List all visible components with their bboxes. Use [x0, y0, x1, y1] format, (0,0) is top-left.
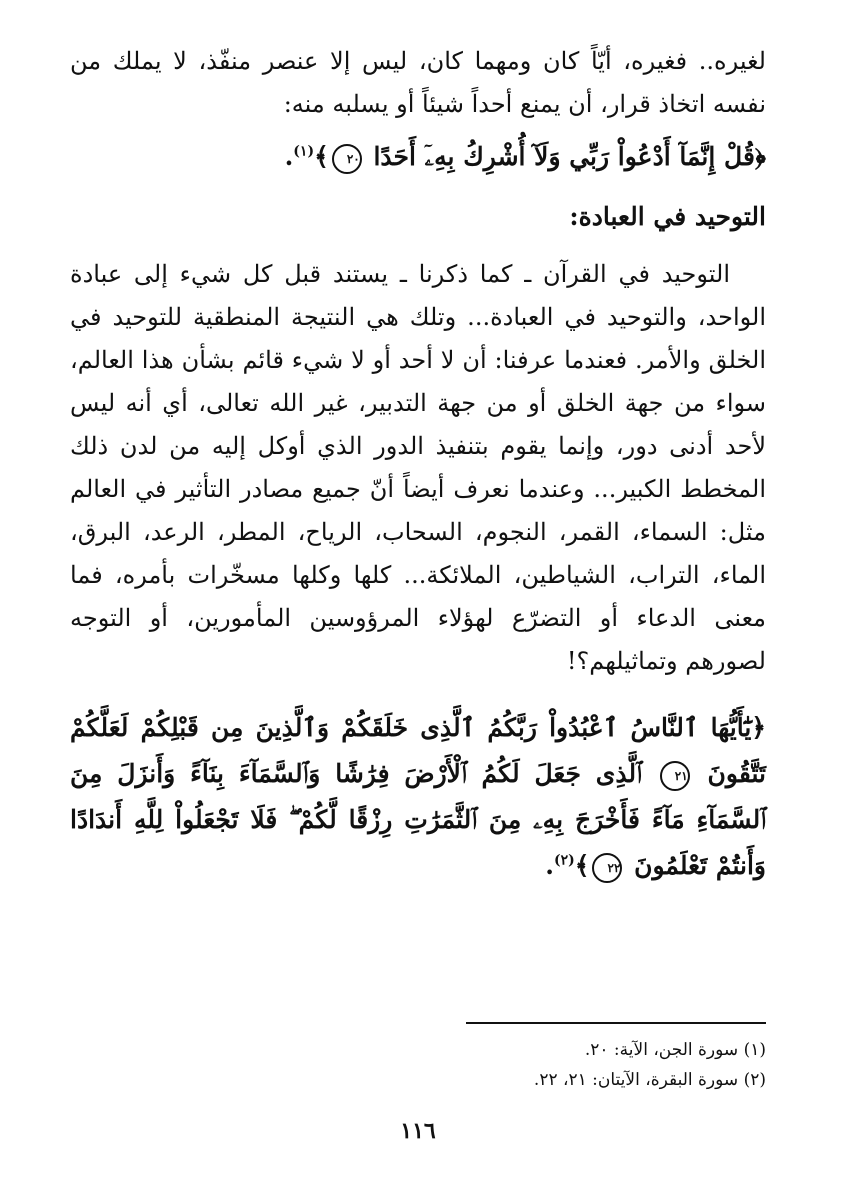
- quote-text: قُلْ إِنَّمَآ أَدْعُواْ رَبِّي وَلَآ أُشْرِكُ بِهِۦٓ أَحَدًا: [373, 142, 755, 171]
- footnote-marker: (٢): [743, 1070, 766, 1090]
- footnotes: [70, 1035, 766, 1095]
- ayah-number-mark: ٢١: [660, 761, 690, 791]
- quote-text-part-2: ٱلَّذِى جَعَلَ لَكُمُ ٱلْأَرْضَ فِرَٰشًا وَٱلسَّمَآءَ بِنَآءً وَأَنزَلَ مِنَ ٱلسَّمَآءِ مَآءً فَأَخْرَجَ بِهِۦ مِنَ ٱلثَّمَرَٰتِ رِزْقًا لَّكُمْ ۖ فَلَا تَجْعَلُواْ لِلَّهِ أَندَادًا وَأَنتُمْ تَعْلَمُونَ: [70, 759, 766, 880]
- footnote-text: سورة الجن، الآية: ٢٠.: [584, 1040, 739, 1060]
- footnote-reference[interactable]: (٢): [553, 852, 575, 869]
- quote-open-bracket: ﴿: [751, 713, 766, 742]
- quote-close-bracket: ﴾: [574, 851, 590, 880]
- quote-open-bracket: ﴿: [754, 142, 766, 171]
- footnote-divider: [466, 1022, 766, 1024]
- section-heading: التوحيد في العبادة:: [569, 202, 766, 231]
- footnote-item: [70, 1035, 766, 1065]
- footnote-text: سورة البقرة، الآيتان: ٢١، ٢٢.: [533, 1070, 739, 1090]
- ayah-number-mark: ٢٠: [332, 144, 362, 174]
- main-paragraph: التوحيد في القرآن ـ كما ذكرنا ـ يستند قبل كل شيء إلى عبادة الواحد، والتوحيد في العبادة... وتلك هي النتيجة المنطقية للتوحيد في الخلق والأمر. فعندما عرفنا: أن لا أحد أو لا شيء قائم بشأن هذا العالم، سواء من جهة الخلق أو من جهة التدبير، غير الله تعالى، أي أنه ليس لأحد أدنى دور، وإنما يقوم بتنفيذ الدور الذي أوكل إليه من لدن ذلك المخطط الكبير... وعندما نعرف أيضاً أنّ جميع مصادر التأثير في العالم مثل: السماء، القمر، النجوم، السحاب، الرياح، المطر، الرعد، البرق، الماء، التراب، الشياطين، الملائكة... كلها وكلها مسخّرات بأمره، فما معنى الدعاء أو التضرّع لهؤلاء المرؤوسين المأمورين، أو التوجه لصورهم وتماثيلهم؟!: [70, 260, 766, 675]
- quote-end-punctuation: .: [545, 851, 554, 880]
- quote-end-punctuation: .: [284, 142, 294, 171]
- quran-quote-2: [70, 705, 766, 889]
- top-paragraph: لغيره.. فغيره، أيّاً كان ومهما كان، ليس إلا عنصر منفّذ، لا يملك من نفسه اتخاذ قرار، أن يمنع أحداً شيئاً أو يسلبه منه:: [70, 47, 766, 118]
- page-number: ١١٦: [400, 1118, 436, 1144]
- footnote-item: [70, 1065, 766, 1095]
- quote-text-part-1: يَٰٓأَيُّهَا ٱلنَّاسُ ٱعْبُدُواْ رَبَّكُمُ ٱلَّذِى خَلَقَكُمْ وَٱلَّذِينَ مِن قَبْلِكُمْ لَعَلَّكُمْ تَتَّقُونَ: [70, 713, 766, 788]
- footnote-reference[interactable]: (١): [293, 143, 315, 160]
- quote-close-bracket: ﴾: [314, 142, 329, 171]
- ayah-number-mark: ٢٢: [592, 853, 622, 883]
- book-page: [70, 40, 766, 1144]
- footnote-marker: (١): [743, 1040, 766, 1060]
- quran-quote-1: [70, 134, 766, 180]
